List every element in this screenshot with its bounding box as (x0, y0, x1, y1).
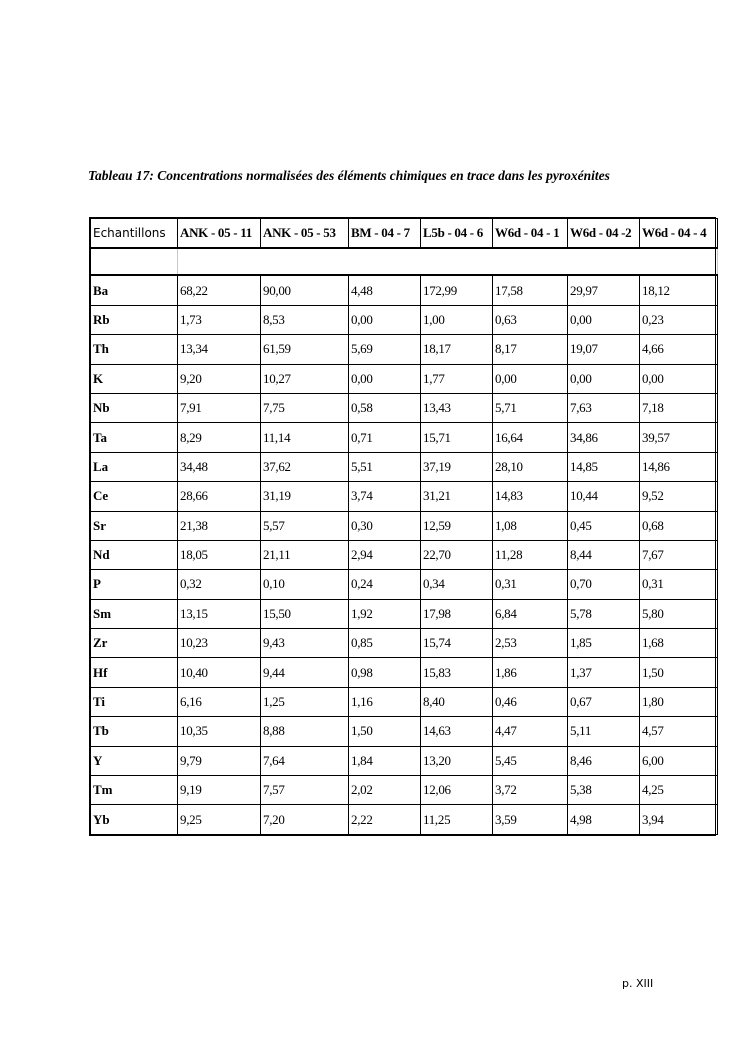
value-cell: 2,22 (349, 805, 421, 834)
value-cell: 6,16 (178, 687, 261, 716)
element-cell: Tm (91, 776, 178, 805)
value-cell: 4,98 (568, 805, 640, 834)
element-cell: Ba (91, 275, 178, 305)
value-cell: 0,24 (349, 570, 421, 599)
value-cell: 2,02 (349, 776, 421, 805)
value-cell: 18,12 (640, 275, 718, 305)
value-cell: 3,72 (493, 776, 568, 805)
value-cell: 1,50 (349, 717, 421, 746)
value-cell: 14,86 (640, 452, 718, 481)
value-cell: 7,91 (178, 393, 261, 422)
value-cell: 39,57 (640, 423, 718, 452)
value-cell: 0,71 (349, 423, 421, 452)
value-cell: 0,98 (349, 658, 421, 687)
value-cell: 11,28 (493, 540, 568, 569)
value-cell: 10,40 (178, 658, 261, 687)
value-cell: 1,77 (421, 364, 493, 393)
value-cell: 8,53 (261, 305, 349, 334)
element-cell: Sm (91, 599, 178, 628)
value-cell: 15,50 (261, 599, 349, 628)
value-cell: 1,50 (640, 658, 718, 687)
value-cell: 14,63 (421, 717, 493, 746)
table-row (91, 275, 718, 305)
value-cell: 9,20 (178, 364, 261, 393)
value-cell: 4,57 (640, 717, 718, 746)
value-cell: 13,15 (178, 599, 261, 628)
element-cell: Zr (91, 629, 178, 658)
value-cell: 1,00 (421, 305, 493, 334)
value-cell: 172,99 (421, 275, 493, 305)
trace-elements-table-wrapper (89, 217, 716, 836)
element-cell: Y (91, 746, 178, 775)
column-header: L5b - 04 - 6 (421, 219, 493, 249)
value-cell: 13,34 (178, 335, 261, 364)
table-row (91, 629, 718, 658)
value-cell: 0,67 (568, 687, 640, 716)
element-cell: Hf (91, 658, 178, 687)
value-cell: 7,64 (261, 746, 349, 775)
value-cell: 0,58 (349, 393, 421, 422)
value-cell: 8,46 (568, 746, 640, 775)
value-cell: 3,94 (640, 805, 718, 834)
value-cell: 28,10 (493, 452, 568, 481)
element-cell: Sr (91, 511, 178, 540)
value-cell: 5,51 (349, 452, 421, 481)
value-cell: 0,10 (261, 570, 349, 599)
value-cell: 6,84 (493, 599, 568, 628)
value-cell: 15,71 (421, 423, 493, 452)
value-cell: 0,23 (640, 305, 718, 334)
value-cell: 13,20 (421, 746, 493, 775)
value-cell: 31,19 (261, 482, 349, 511)
value-cell: 6,00 (640, 746, 718, 775)
element-cell: P (91, 570, 178, 599)
value-cell: 0,34 (421, 570, 493, 599)
element-cell: La (91, 452, 178, 481)
value-cell: 1,85 (568, 629, 640, 658)
value-cell: 0,00 (640, 364, 718, 393)
value-cell: 17,58 (493, 275, 568, 305)
value-cell: 7,75 (261, 393, 349, 422)
value-cell: 5,71 (493, 393, 568, 422)
value-cell: 7,18 (640, 393, 718, 422)
value-cell: 8,44 (568, 540, 640, 569)
value-cell: 0,00 (568, 364, 640, 393)
value-cell: 9,52 (640, 482, 718, 511)
value-cell: 12,06 (421, 776, 493, 805)
value-cell: 11,25 (421, 805, 493, 834)
value-cell: 9,43 (261, 629, 349, 658)
value-cell: 5,80 (640, 599, 718, 628)
value-cell: 4,66 (640, 335, 718, 364)
element-cell: Ta (91, 423, 178, 452)
value-cell: 1,73 (178, 305, 261, 334)
value-cell: 34,48 (178, 452, 261, 481)
element-cell: Nb (91, 393, 178, 422)
value-cell: 5,78 (568, 599, 640, 628)
element-cell: Ce (91, 482, 178, 511)
value-cell: 15,83 (421, 658, 493, 687)
value-cell: 0,00 (568, 305, 640, 334)
value-cell: 22,70 (421, 540, 493, 569)
value-cell: 1,37 (568, 658, 640, 687)
value-cell: 2,53 (493, 629, 568, 658)
element-cell: Yb (91, 805, 178, 834)
column-header-samples: Echantillons (91, 219, 178, 249)
table-row (91, 658, 718, 687)
value-cell: 0,00 (349, 364, 421, 393)
column-header: W6d - 04 -2 (568, 219, 640, 249)
value-cell: 0,63 (493, 305, 568, 334)
element-cell: K (91, 364, 178, 393)
value-cell: 7,67 (640, 540, 718, 569)
table-row (91, 335, 718, 364)
value-cell: 12,59 (421, 511, 493, 540)
value-cell: 5,57 (261, 511, 349, 540)
table-row (91, 364, 718, 393)
blank-cell (91, 248, 178, 275)
value-cell: 1,84 (349, 746, 421, 775)
value-cell: 90,00 (261, 275, 349, 305)
table-row (91, 746, 718, 775)
column-header: W6d - 04 - 4 (640, 219, 718, 249)
table-row (91, 452, 718, 481)
value-cell: 7,20 (261, 805, 349, 834)
value-cell: 61,59 (261, 335, 349, 364)
table-row (91, 599, 718, 628)
trace-elements-table (90, 218, 718, 835)
value-cell: 18,05 (178, 540, 261, 569)
value-cell: 14,85 (568, 452, 640, 481)
value-cell: 10,23 (178, 629, 261, 658)
table-row (91, 540, 718, 569)
value-cell: 0,85 (349, 629, 421, 658)
value-cell: 34,86 (568, 423, 640, 452)
table-row (91, 776, 718, 805)
table-row (91, 423, 718, 452)
table-row (91, 687, 718, 716)
value-cell: 4,47 (493, 717, 568, 746)
value-cell: 3,74 (349, 482, 421, 511)
value-cell: 37,62 (261, 452, 349, 481)
value-cell: 16,64 (493, 423, 568, 452)
table-caption: Tableau 17: Concentrations normalisées des éléments chimiques en trace dans les pyroxénites (88, 168, 610, 183)
column-header: W6d - 04 - 1 (493, 219, 568, 249)
value-cell: 4,48 (349, 275, 421, 305)
element-cell: Tb (91, 717, 178, 746)
table-row (91, 305, 718, 334)
value-cell: 0,31 (493, 570, 568, 599)
column-header: ANK - 05 - 11 (178, 219, 261, 249)
column-header: BM - 04 - 7 (349, 219, 421, 249)
table-header-row (91, 219, 718, 249)
value-cell: 5,38 (568, 776, 640, 805)
value-cell: 1,86 (493, 658, 568, 687)
value-cell: 31,21 (421, 482, 493, 511)
value-cell: 0,00 (349, 305, 421, 334)
value-cell: 28,66 (178, 482, 261, 511)
value-cell: 1,68 (640, 629, 718, 658)
value-cell: 8,29 (178, 423, 261, 452)
value-cell: 1,08 (493, 511, 568, 540)
element-cell: Ti (91, 687, 178, 716)
value-cell: 21,38 (178, 511, 261, 540)
value-cell: 0,31 (640, 570, 718, 599)
value-cell: 21,11 (261, 540, 349, 569)
value-cell: 8,17 (493, 335, 568, 364)
value-cell: 8,88 (261, 717, 349, 746)
value-cell: 9,25 (178, 805, 261, 834)
value-cell: 4,25 (640, 776, 718, 805)
value-cell: 0,00 (493, 364, 568, 393)
value-cell: 1,80 (640, 687, 718, 716)
column-header: ANK - 05 - 53 (261, 219, 349, 249)
value-cell: 0,30 (349, 511, 421, 540)
element-cell: Th (91, 335, 178, 364)
table-row (91, 805, 718, 834)
value-cell: 9,79 (178, 746, 261, 775)
value-cell: 0,46 (493, 687, 568, 716)
value-cell: 11,14 (261, 423, 349, 452)
value-cell: 0,70 (568, 570, 640, 599)
value-cell: 14,83 (493, 482, 568, 511)
value-cell: 7,63 (568, 393, 640, 422)
table-row (91, 570, 718, 599)
element-cell: Rb (91, 305, 178, 334)
value-cell: 15,74 (421, 629, 493, 658)
blank-cell (178, 248, 718, 275)
value-cell: 29,97 (568, 275, 640, 305)
value-cell: 0,45 (568, 511, 640, 540)
value-cell: 5,69 (349, 335, 421, 364)
value-cell: 19,07 (568, 335, 640, 364)
element-cell: Nd (91, 540, 178, 569)
table-row (91, 511, 718, 540)
value-cell: 8,40 (421, 687, 493, 716)
value-cell: 10,44 (568, 482, 640, 511)
value-cell: 5,11 (568, 717, 640, 746)
value-cell: 17,98 (421, 599, 493, 628)
table-row (91, 482, 718, 511)
value-cell: 37,19 (421, 452, 493, 481)
blank-spacer-row (91, 248, 718, 275)
value-cell: 0,32 (178, 570, 261, 599)
value-cell: 68,22 (178, 275, 261, 305)
value-cell: 7,57 (261, 776, 349, 805)
value-cell: 9,44 (261, 658, 349, 687)
page-number: p. XIII (622, 977, 654, 990)
value-cell: 10,35 (178, 717, 261, 746)
table-row (91, 717, 718, 746)
value-cell: 13,43 (421, 393, 493, 422)
value-cell: 10,27 (261, 364, 349, 393)
value-cell: 5,45 (493, 746, 568, 775)
value-cell: 9,19 (178, 776, 261, 805)
value-cell: 1,25 (261, 687, 349, 716)
value-cell: 3,59 (493, 805, 568, 834)
table-row (91, 393, 718, 422)
value-cell: 2,94 (349, 540, 421, 569)
value-cell: 1,16 (349, 687, 421, 716)
value-cell: 0,68 (640, 511, 718, 540)
value-cell: 18,17 (421, 335, 493, 364)
value-cell: 1,92 (349, 599, 421, 628)
